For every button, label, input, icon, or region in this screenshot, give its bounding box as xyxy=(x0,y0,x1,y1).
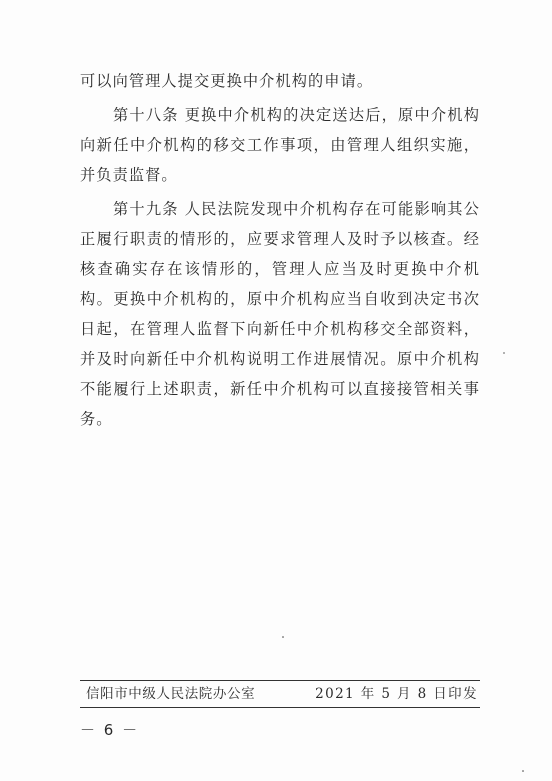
page-number: － 6 － xyxy=(80,721,140,739)
scan-speck xyxy=(522,770,524,772)
footer-print-date: 2021 年 5 月 8 日印发 xyxy=(315,686,478,702)
footer-imprint xyxy=(80,683,480,705)
paragraph-article-19: 第十九条 人民法院发现中介机构存在可能影响其公正履行职责的情形的，应要求管理人及时予以核查。经核查确实存在该情形的，管理人应当及时更换中介机构。更换中介机构的，原中介机构应当自收到决定书次日起，在管理人监督下向新任中介机构移交全部资料，并及时向新任中介机构说明工作进展情况。原中介机构不能履行上述职责，新任中介机构可以直接接管相关事务。 xyxy=(80,200,480,428)
footer-rule-bottom xyxy=(80,707,480,708)
paragraph-continuation: 可以向管理人提交更换中介机构的申请。 xyxy=(80,72,374,90)
scan-speck xyxy=(282,636,284,638)
scan-speck xyxy=(503,352,505,354)
paragraph-article-18: 第十八条 更换中介机构的决定送达后，原中介机构向新任中介机构的移交工作事项，由管理人组织实施，并负责监督。 xyxy=(80,106,480,184)
body-text xyxy=(80,66,480,438)
footer-rule-top xyxy=(80,680,480,681)
footer-issuer: 信阳市中级人民法院办公室 xyxy=(86,686,256,702)
